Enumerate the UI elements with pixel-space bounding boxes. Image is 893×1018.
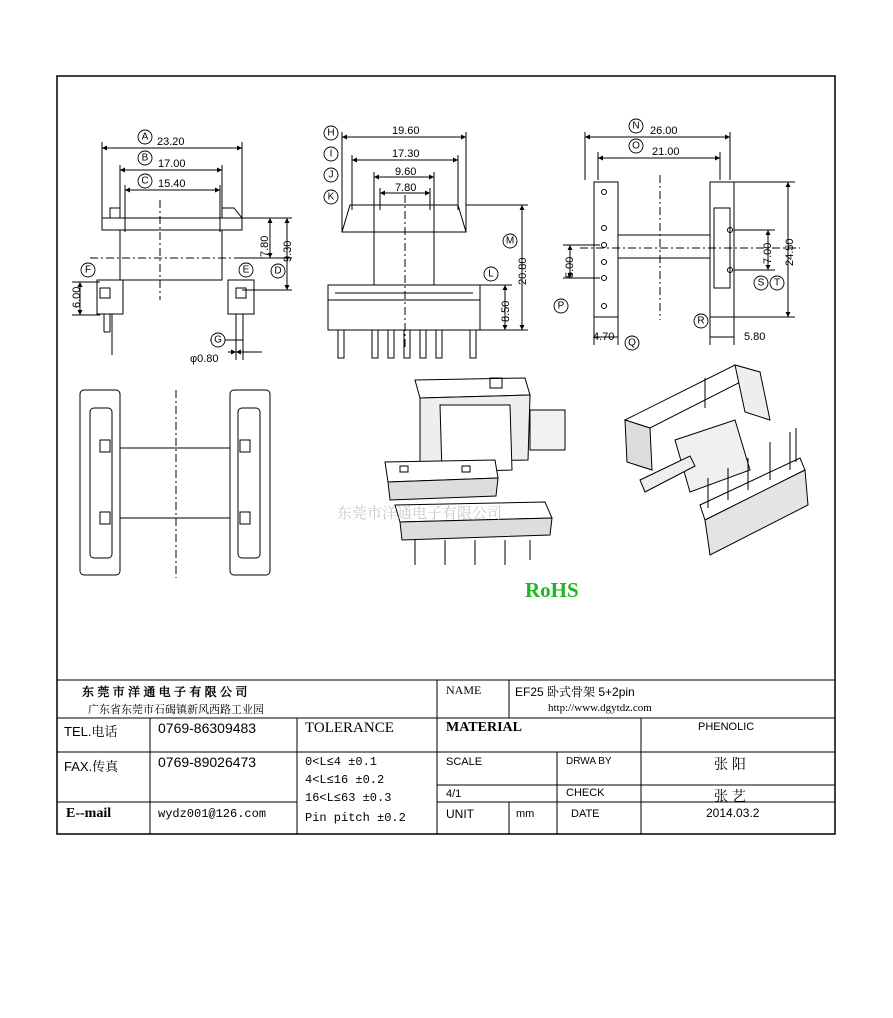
email-label: E--mail [66,806,112,821]
date-label: DATE [571,808,600,820]
iso-view-1 [385,378,565,565]
dim-7-00: 7.00 [762,242,774,264]
iso-view-2 [625,365,808,555]
fax-label: FAX.传真 [64,759,119,774]
side-view [328,132,528,358]
dim-7-80b: 7.80 [395,182,417,194]
dim-4-70: 4.70 [593,331,615,343]
part-name: EF25 卧式骨架 5+2pin [515,685,635,699]
tolerance-row-4: Pin pitch ±0.2 [305,811,406,825]
top-view [563,132,800,345]
svg-text:T: T [773,277,781,289]
dim-7-80: 7.80 [259,235,271,257]
dim-24-50: 24.50 [784,238,796,266]
drawn-by-label: DRWA BY [566,756,612,767]
tolerance-label: TOLERANCE [305,720,394,736]
dim-5-80: 5.80 [744,331,766,343]
dim-8-50: 8.50 [500,300,512,322]
svg-text:O: O [632,140,640,152]
svg-text:A: A [141,131,149,143]
company-name: 东 莞 市 洋 通 电 子 有 限 公 司 [82,685,248,699]
tel-value: 0769-86309483 [158,720,257,736]
svg-text:P: P [557,300,565,312]
svg-text:B: B [141,152,149,164]
svg-text:L: L [488,268,494,280]
dim-9-60: 9.60 [395,166,417,178]
tolerance-row-1: 0<L≤4 ±0.1 [305,755,378,769]
date-value: 2014.03.2 [706,806,760,820]
unit-value: mm [516,808,535,820]
svg-text:Q: Q [628,337,636,349]
check-label: CHECK [566,787,605,799]
svg-text:I: I [329,148,333,160]
check-value: 张 艺 [714,788,746,804]
unit-label: UNIT [446,807,474,821]
svg-text:J: J [328,169,334,181]
svg-text:S: S [757,277,765,289]
rohs-mark: RoHS [525,578,579,602]
fax-value: 0769-89026473 [158,754,257,770]
website-link[interactable]: http://www.dgytdz.com [548,702,652,714]
svg-text:H: H [327,127,335,139]
svg-text:D: D [274,265,282,277]
material-label: MATERIAL [446,720,522,735]
svg-text:G: G [214,334,222,346]
dim-17-00: 17.00 [158,158,186,170]
scale-value: 4/1 [446,788,462,800]
company-watermark: 东莞市洋通电子有限公司 [337,504,503,522]
plan-view [80,390,270,578]
dim-5-00: 5.00 [564,256,576,278]
svg-text:E: E [242,264,250,276]
svg-text:F: F [84,264,92,276]
dim-9-30: 9.30 [282,240,294,262]
dim-26-00: 26.00 [650,125,678,137]
svg-text:K: K [327,191,335,203]
tolerance-row-2: 4<L≤16 ±0.2 [305,773,385,787]
svg-text:R: R [697,315,705,327]
scale-label: SCALE [446,756,483,768]
dim-17-30: 17.30 [392,148,420,160]
email-value[interactable]: wydz001@126.com [158,807,267,821]
side-pins [338,330,476,358]
dim-20-80: 20.80 [517,257,529,285]
name-label: NAME [446,683,482,697]
top-view-left-pins [602,190,607,309]
svg-text:N: N [632,120,640,132]
dim-23-20: 23.20 [157,136,185,148]
svg-text:M: M [505,235,515,247]
drawn-by-value: 张 阳 [714,756,746,772]
iso1-pins [415,540,530,565]
dim-6-00: 6.00 [71,286,83,308]
dim-15-40: 15.40 [158,178,186,190]
company-address: 广东省东莞市石碣镇新风西路工业园 [88,704,264,716]
tel-label: TEL.电话 [64,724,118,739]
tolerance-row-3: 16<L≤63 ±0.3 [305,791,392,805]
dim-pin-diameter: φ0.80 [190,353,219,365]
svg-text:C: C [141,175,149,187]
dim-21-00: 21.00 [652,146,680,158]
material-value: PHENOLIC [698,721,755,733]
dim-19-60: 19.60 [392,125,420,137]
